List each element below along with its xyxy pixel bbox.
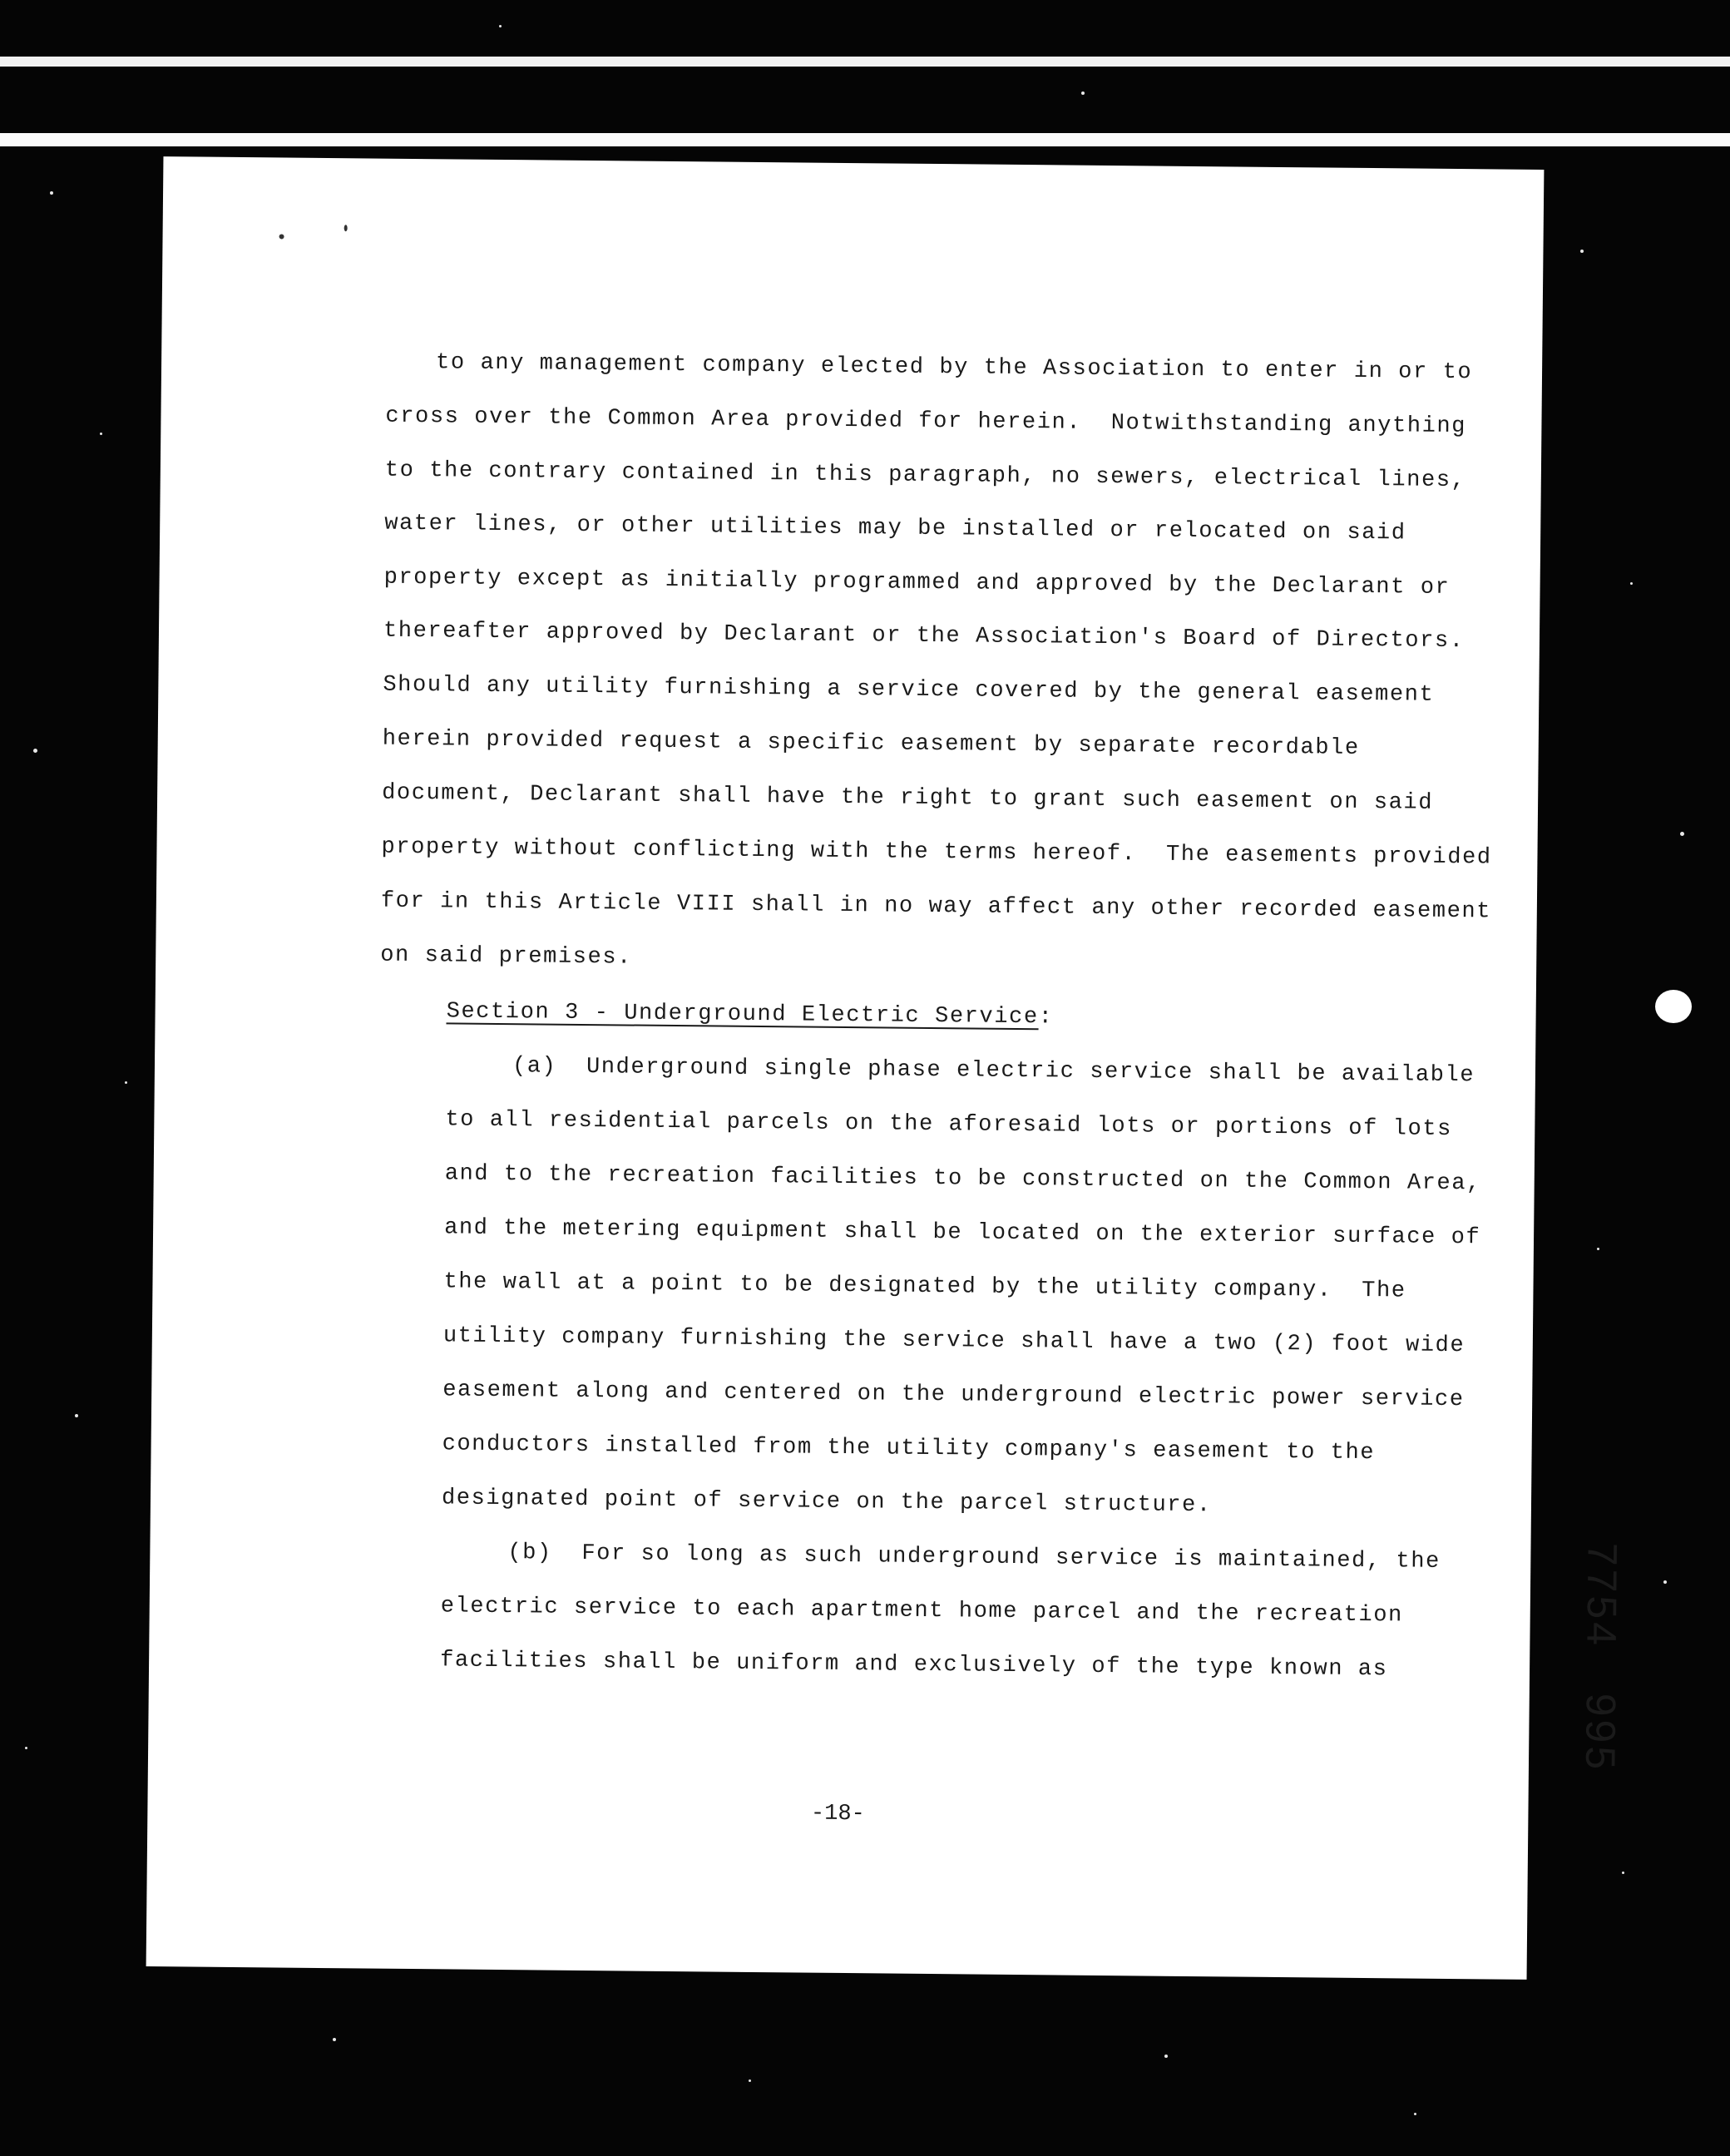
paragraph-line: water lines, or other utilities may be installed or relocated on said xyxy=(384,511,1406,546)
paragraph-line: utility company furnishing the service shall have a two (2) foot wide xyxy=(442,1323,1466,1359)
paragraph-line: conductors installed from the utility company's easement to the xyxy=(442,1432,1376,1466)
paragraph-line: on said premises. xyxy=(380,942,633,971)
scan-edge-line xyxy=(0,133,1730,146)
paragraph-line: document, Declarant shall have the right to grant such easement on said xyxy=(382,780,1434,816)
section-heading-colon: : xyxy=(1038,1005,1054,1031)
paragraph-line: (b) For so long as such underground service is maintained, the xyxy=(507,1540,1441,1575)
paragraph-line: the wall at a point to be designated by the utility company. The xyxy=(443,1269,1406,1304)
document-page xyxy=(146,156,1626,1980)
paragraph-line: to any management company elected by the Association to enter in or to xyxy=(435,350,1473,386)
paragraph-line: for in this Article VIII shall in no way affect any other recorded easement xyxy=(380,888,1492,925)
paragraph-line: cross over the Common Area provided for herein. Notwithstanding anything xyxy=(385,403,1467,440)
scan-edge-line xyxy=(0,57,1730,67)
scan-artifact xyxy=(1655,990,1692,1023)
paragraph-line: easement along and centered on the underground electric power service xyxy=(442,1377,1465,1413)
paragraph-line: property without conflicting with the terms hereof. The easements provided xyxy=(381,834,1492,871)
paragraph-line: and to the recreation facilities to be constructed on the Common Area, xyxy=(444,1161,1482,1197)
page-number: -18- xyxy=(810,1801,865,1827)
paragraph-line: electric service to each apartment home parcel and the recreation xyxy=(440,1594,1404,1629)
paragraph-line: to all residential parcels on the aforesaid lots or portions of lots xyxy=(445,1107,1453,1143)
paragraph-line: property except as initially programmed and approved by the Declarant or xyxy=(383,565,1451,601)
paragraph-line: to the contrary contained in this paragraph, no sewers, electrical lines, xyxy=(384,457,1466,494)
section-heading xyxy=(446,999,1053,1030)
section-heading-text: Section 3 - Underground Electric Service xyxy=(446,999,1039,1031)
scan-mark xyxy=(344,225,348,231)
paragraph-line: and the metering equipment shall be located on the exterior surface of xyxy=(443,1215,1481,1251)
paragraph-line: Should any utility furnishing a service covered by the general easement xyxy=(383,672,1435,708)
scan-mark xyxy=(279,234,284,239)
paragraph-line: facilities shall be uniform and exclusively of the type known as xyxy=(439,1648,1388,1683)
paragraph-line: designated point of service on the parcel structure. xyxy=(441,1486,1212,1519)
paragraph-line: (a) Underground single phase electric service shall be available xyxy=(512,1054,1475,1089)
margin-stamp: 7754 995 xyxy=(1576,1542,1626,1773)
paragraph-line: thereafter approved by Declarant or the Association's Board of Directors. xyxy=(383,618,1465,655)
paragraph-line: herein provided request a specific easement by separate recordable xyxy=(382,726,1360,761)
